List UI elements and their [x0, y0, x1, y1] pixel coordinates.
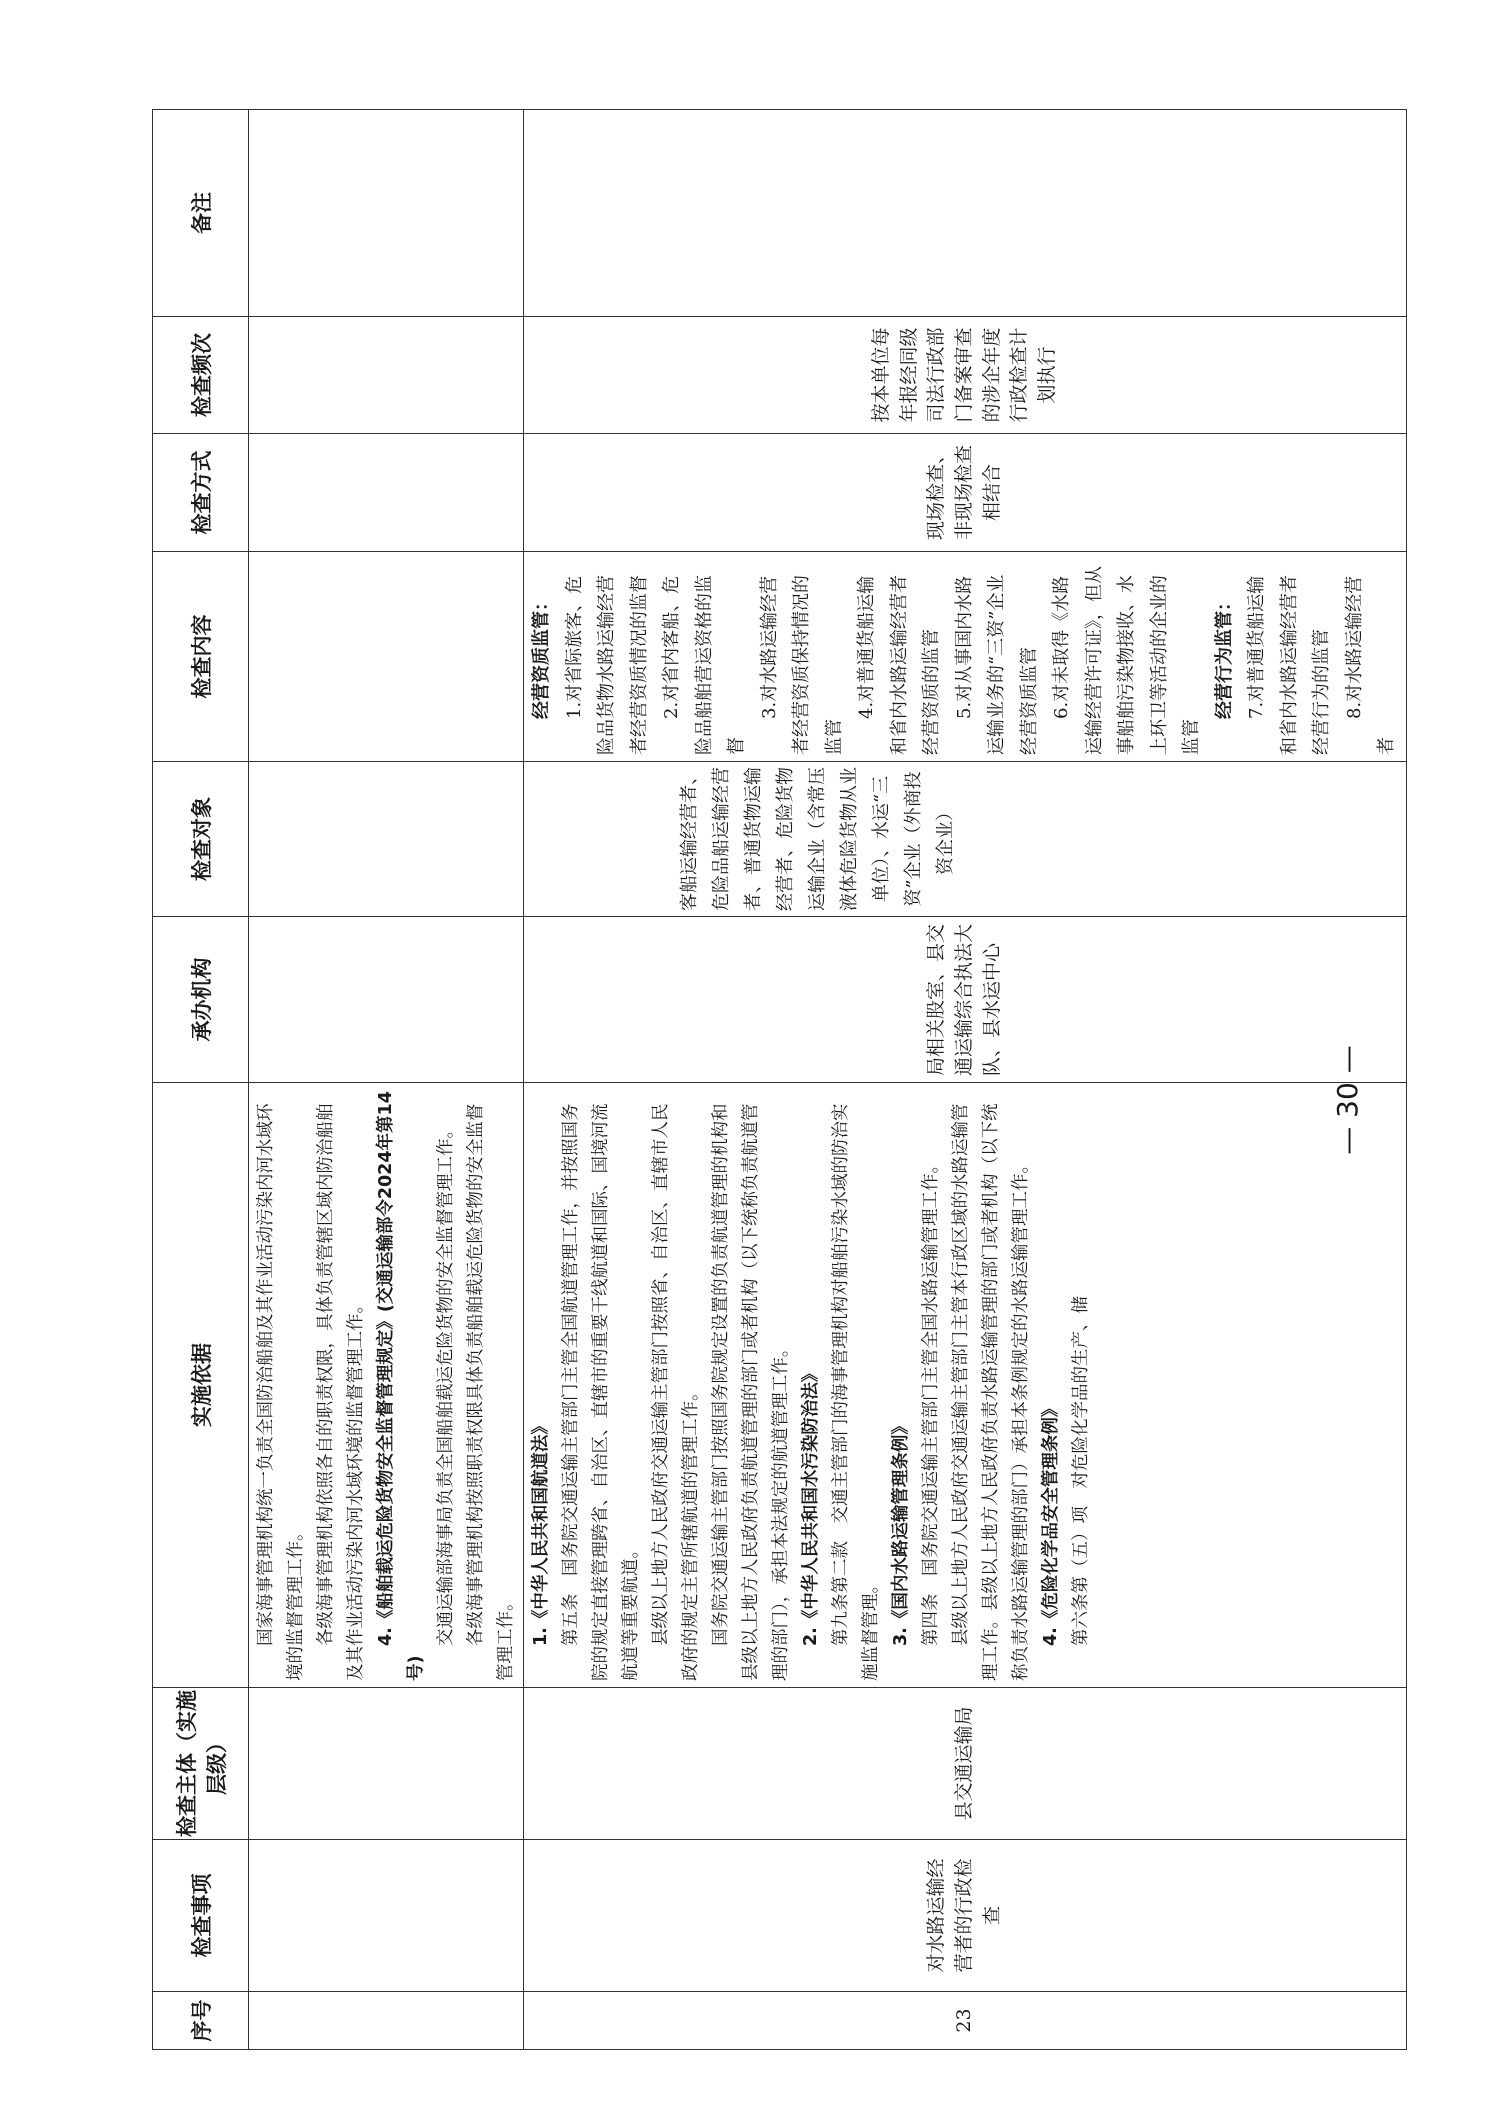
- header-row: [153, 110, 249, 2050]
- basis-paragraph: 各级海事管理机构按照职责权限具体负责船舶载运危险货物的安全监督管理工作。: [466, 1103, 516, 1681]
- header-method: 检查方式: [153, 434, 249, 552]
- content-paragraph: 6.对未取得《水路运输经营许可证》，但从事船舶污染物接收、水上环卫等活动的企业的监管: [1051, 566, 1202, 755]
- content-paragraph: 4.对普通货船运输和省内水路运输经营者经营资质的监管: [856, 575, 942, 755]
- header-object: 检查对象: [153, 762, 249, 917]
- table-row-continued: [249, 110, 524, 2050]
- content-paragraph: 2.对省内客船、危险品船舶营运资格的监督: [661, 575, 747, 755]
- basis-paragraph: 第六条第（五）项 对危险化学品的生产、储: [1071, 1296, 1091, 1646]
- object-text: 客船运输经营者、危险品船运输经营者、普通货物运输经营者、危险货物运输企业（含常压液体危险货物从业单位）、水运“三资”企业（外商投资企业）: [679, 767, 956, 911]
- basis-cell: [524, 1083, 1407, 1688]
- content-paragraph: 1.对省际旅客、危险品货物水路运输经营者经营资质情况的监督: [563, 575, 650, 755]
- basis-paragraph: 交通运输部海事局负责全国船舶载运危险货物的安全监督管理工作。: [436, 1121, 456, 1646]
- content-cell: [524, 552, 1407, 762]
- empty-cell: [249, 552, 524, 762]
- empty-cell: [249, 1840, 524, 1992]
- empty-cell: [249, 434, 524, 552]
- rotated-table-holder: [152, 110, 1397, 2050]
- content-heading: 经营行为监管：: [1213, 593, 1235, 719]
- empty-cell: [249, 762, 524, 917]
- subject-cell: 县交通运输局: [524, 1688, 1407, 1840]
- basis-paragraph: 国家海事管理机构统一负责全国防治船舶及其作业活动污染内河水域环境的监督管理工作。: [256, 1103, 306, 1681]
- seq-cell: 23: [524, 1992, 1407, 2050]
- method-cell: 现场检查、非现场检查相结合: [524, 434, 1407, 552]
- content-paragraph: 7.对普通货船运输和省内水路运输经营者经营行为的监管: [1246, 575, 1332, 755]
- header-subject: 检查主体（实施层级）: [153, 1688, 249, 1840]
- basis-cell-continued: [249, 1083, 524, 1688]
- empty-cell: [249, 917, 524, 1083]
- frequency-cell: 按本单位每年报经同级司法行政部门备案审查的涉企年度行政检查计划执行: [524, 317, 1407, 434]
- item-cell: 对水路运输经营者的行政检查: [524, 1840, 1407, 1992]
- basis-paragraph: 第五条 国务院交通运输主管部门主管全国航道管理工作，并按照国务院的规定直接管理跨省、自治区、直辖市的重要干线航道和国际、国境河流航道等重要航道。: [561, 1103, 641, 1681]
- empty-cell: [249, 1992, 524, 2050]
- basis-paragraph: 第九条第二款 交通主管部门的海事管理机构对船舶污染水域的防治实施监督管理。: [831, 1103, 881, 1681]
- content-heading: 经营资质监管：: [531, 593, 552, 719]
- header-seq: 序号: [153, 1992, 249, 2050]
- basis-paragraph: 4.《船舶载运危险货物安全监督管理规定》(交通运输部令2024年第14号): [376, 1091, 426, 1681]
- empty-cell: [249, 110, 524, 317]
- empty-cell: [249, 1688, 524, 1840]
- basis-paragraph: 县级以上地方人民政府交通运输主管部门按照省、自治区、直辖市人民政府的规定主管所辖航道的管理工作。: [651, 1103, 701, 1681]
- content-paragraph: 8.对水路运输经营者: [1343, 575, 1397, 755]
- header-item: 检查事项: [153, 1840, 249, 1992]
- header-content: 检查内容: [153, 552, 249, 762]
- header-org: 承办机构: [153, 917, 249, 1083]
- inspection-table: [152, 109, 1407, 2050]
- basis-paragraph: 3.《国内水路运输管理条例》: [891, 1417, 911, 1646]
- basis-paragraph: 4.《危险化学品安全管理条例》: [1041, 1399, 1061, 1646]
- content-paragraph: 3.对水路运输经营者经营资质保持情况的监管: [758, 575, 845, 755]
- basis-paragraph: 2.《中华人民共和国水污染防治法》: [801, 1364, 821, 1646]
- basis-paragraph: 第四条 国务院交通运输主管部门主管全国水路运输管理工作。: [921, 1156, 941, 1646]
- basis-paragraph: 国务院交通运输主管部门按照国务院规定设置的负责航道管理的机构和县级以上地方人民政府负责航道管理的部门或者机构（以下统称负责航道管理的部门），承担本法规定的航道管理工作。: [711, 1103, 791, 1681]
- basis-paragraph: 1.《中华人民共和国航道法》: [531, 1417, 551, 1646]
- basis-paragraph: 县级以上地方人民政府交通运输主管部门主管本行政区域的水路运输管理工作。县级以上地方人民政府负责水路运输管理的部门或者机构（以下统称负责水路运输管理的部门）承担本条例规定的水路运输管理工作。: [951, 1103, 1031, 1681]
- empty-cell: [249, 317, 524, 434]
- table-row: [524, 110, 1407, 2050]
- remark-cell: [524, 110, 1407, 317]
- header-frequency: 检查频次: [153, 317, 249, 434]
- content-paragraph: 5.对从事国内水路运输业务的“三资”企业经营资质监管: [953, 574, 1040, 755]
- org-cell: 局相关股室、县交通运输综合执法大队、县水运中心: [524, 917, 1407, 1083]
- page-number: — 30 —: [1331, 1045, 1364, 1155]
- header-basis: 实施依据: [153, 1083, 249, 1688]
- object-cell: [524, 762, 1407, 917]
- header-remark: 备注: [153, 110, 249, 317]
- basis-paragraph: 各级海事管理机构依照各自的职责权限，具体负责管辖区域内防治船舶及其作业活动污染内河水域环境的监督管理工作。: [316, 1103, 366, 1681]
